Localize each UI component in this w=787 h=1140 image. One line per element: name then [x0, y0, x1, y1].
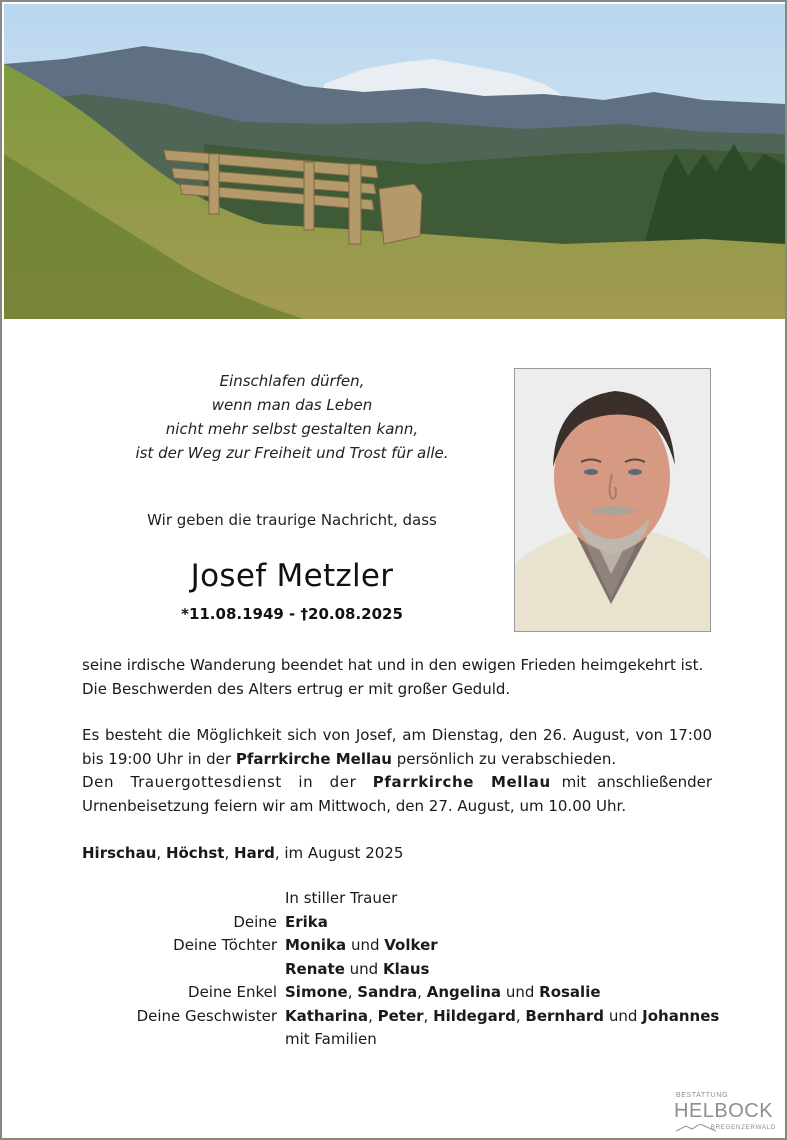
text-segment: persönlich zu verabschieden. — [391, 749, 617, 768]
mourner-row-grandchildren — [82, 981, 722, 1005]
portrait-photo — [514, 368, 711, 632]
separator: , — [515, 1006, 521, 1025]
deceased-name: Josef Metzler — [190, 558, 394, 594]
mountain-bench-photo — [4, 4, 785, 319]
text-line: Die Beschwerden des Alters ertrug er mit großer Geduld. — [82, 679, 511, 698]
funeral-home-logo — [672, 1092, 780, 1136]
mourner-row-daughters-2 — [82, 958, 722, 982]
separator: , — [368, 1006, 373, 1025]
separator: , — [347, 983, 353, 1001]
relation-label: Deine Töchter — [173, 936, 277, 954]
separator: , — [224, 844, 235, 862]
conjunction: und — [608, 1006, 638, 1025]
mourners-intro: In stiller Trauer — [285, 889, 398, 907]
mourner-row-siblings — [82, 1005, 722, 1029]
paragraph-wanderung — [82, 654, 712, 701]
separator: , — [417, 983, 422, 1001]
poem-line: nicht mehr selbst gestalten kann, — [165, 420, 419, 438]
separator: , — [156, 844, 166, 862]
text-segment: Den Trauergottesdienst in der — [82, 773, 373, 791]
paragraph-farewell — [82, 724, 712, 771]
conjunction: und — [505, 983, 535, 1001]
mourner-row-daughters — [82, 934, 722, 958]
conjunction: und — [350, 936, 380, 954]
mourner-name: Renate — [285, 959, 345, 978]
mourner-name: Peter — [377, 1006, 424, 1025]
separator: , — [423, 1006, 429, 1025]
mourner-name: Bernhard — [525, 1006, 605, 1025]
announcement: Wir geben die traurige Nachricht, dass — [147, 511, 437, 529]
relation-label: Deine Geschwister — [136, 1006, 277, 1025]
mourner-name: Klaus — [382, 959, 430, 978]
mourner-row-wife — [82, 911, 722, 935]
text-segment: Es besteht die Möglichkeit sich von Josef, am Dienstag, den 26. August, von 17:00 bis 19:00 Uhr in der — [82, 726, 712, 768]
mourner-row-families — [82, 1028, 722, 1052]
church-name: Pfarrkirche Mellau — [372, 773, 551, 791]
text-line: seine irdische Wanderung beendet hat und in den ewigen Frieden heimgekehrt ist. — [82, 656, 704, 674]
poem-line: wenn man das Leben — [211, 396, 373, 414]
mourner-name: Volker — [384, 936, 438, 954]
text-segment: mit anschließender Urnenbeisetzung feiern wir am Mittwoch, den 27. August, um 10.00 Uhr. — [82, 773, 712, 815]
mourners-intro-row — [82, 887, 722, 911]
relation-label: Deine — [233, 912, 277, 931]
families-note: mit Familien — [285, 1030, 377, 1048]
relation-label: Deine Enkel — [188, 983, 277, 1001]
church-name: Pfarrkirche Mellau — [235, 749, 392, 768]
poem-line: ist der Weg zur Freiheit und Trost für alle. — [135, 444, 449, 462]
mourner-name: Hildegard — [433, 1006, 516, 1025]
mourner-name: Johannes — [642, 1006, 720, 1025]
logo-sub-text: BREGENZERWALD — [710, 1124, 776, 1131]
conjunction: und — [349, 959, 379, 978]
logo-main-text: HELBOCK — [674, 1100, 774, 1122]
mourners-list — [82, 887, 722, 1052]
poem — [82, 369, 502, 465]
mourner-name: Katharina — [285, 1006, 369, 1025]
mourner-name: Monika — [285, 936, 347, 954]
logo-top-text: BESTATTUNG — [676, 1092, 729, 1099]
mourner-name: Erika — [285, 912, 328, 931]
mourner-name: Simone — [285, 983, 348, 1001]
town: Höchst — [165, 844, 225, 862]
poem-line: Einschlafen dürfen, — [219, 372, 365, 390]
mourner-name: Rosalie — [539, 983, 601, 1001]
place-date-line — [82, 842, 712, 866]
life-dates: *11.08.1949 - †20.08.2025 — [181, 605, 403, 623]
mourner-name: Sandra — [357, 983, 418, 1001]
paragraph-funeral-service — [82, 771, 712, 818]
mourner-name: Angelina — [426, 983, 502, 1001]
date-text: , im August 2025 — [274, 844, 404, 862]
town: Hirschau — [82, 844, 157, 862]
town: Hard — [234, 844, 275, 862]
